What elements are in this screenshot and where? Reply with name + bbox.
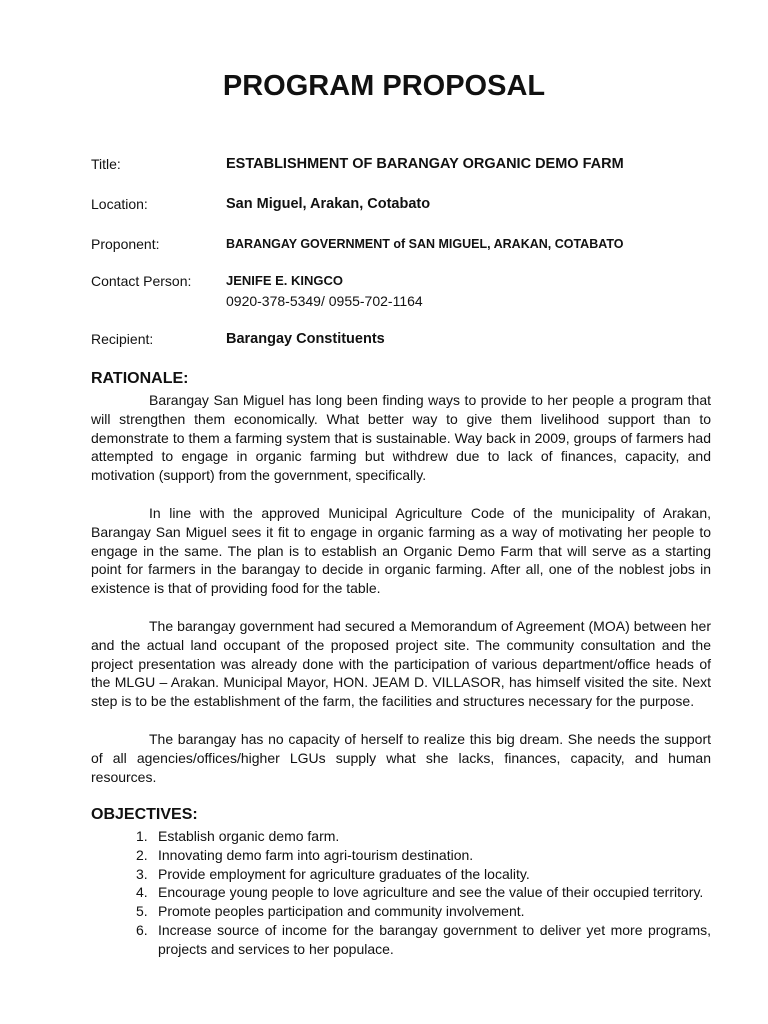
list-item (91, 846, 711, 865)
contact-phone: 0920-378-5349/ 0955-702-1164 (226, 293, 423, 309)
objectives-heading: OBJECTIVES: (91, 806, 198, 823)
list-item-number: 1. (136, 828, 148, 844)
list-item (91, 921, 711, 959)
list-item-text: Promote peoples participation and community involvement. (158, 903, 525, 920)
list-item-number: 4. (136, 884, 148, 901)
list-item (91, 883, 711, 902)
list-item-text: Provide employment for agriculture graduates of the locality. (158, 865, 530, 882)
title-value: ESTABLISHMENT OF BARANGAY ORGANIC DEMO FARM (226, 156, 624, 172)
contact-label: Contact Person: (91, 273, 192, 289)
list-item-text: Increase source of income for the barangay government to deliver yet more programs, projects and services to her populace. (158, 921, 711, 957)
list-item (91, 827, 711, 846)
title-label: Title: (91, 156, 121, 172)
list-item-number: 3. (136, 865, 148, 882)
list-item (91, 902, 711, 921)
rationale-paragraph-2: In line with the approved Municipal Agriculture Code of the municipality of Arakan, Barangay San Miguel sees it fit to engage in organic farming as a way of motivating her people to engage in the same. The plan is to establish an Organic Demo Farm that will serve as a starting point for farmers in the barangay to decide in organic farming. After all, one of the noblest jobs in existence is that of providing food for the table. (91, 505, 711, 597)
proponent-value: BARANGAY GOVERNMENT of SAN MIGUEL, ARAKAN, COTABATO (226, 237, 624, 251)
objectives-list (91, 827, 711, 959)
list-item-number: 5. (136, 903, 148, 920)
list-item-text: Innovating demo farm into agri-tourism destination. (158, 846, 474, 863)
list-item (91, 865, 711, 884)
rationale-paragraph-3: The barangay government had secured a Memorandum of Agreement (MOA) between her and the actual land occupant of the proposed project site. The community consultation and the project presentation was already done with the participation of various department/office heads of the MLGU – Arakan. Municipal Mayor, HON. JEAM D. VILLASOR, has himself visited the site. Next step is to be the establishment of the farm, the facilities and structures necessary for the purpose. (91, 618, 711, 710)
list-item-text: Encourage young people to love agriculture and see the value of their occupied territory. (158, 884, 704, 901)
location-value: San Miguel, Arakan, Cotabato (226, 196, 431, 212)
rationale-paragraph-1: Barangay San Miguel has long been finding ways to provide to her people a program that will strengthen them economically. What better way to give them livelihood support than to demonstrate to them a farming system that is sustainable. Way back in 2009, groups of farmers had attempted to engage in organic farming but withdrew due to lack of finances, capacity, and motivation (support) from the government, specifically. (91, 392, 711, 484)
list-item-number: 6. (136, 921, 148, 938)
recipient-value: Barangay Constituents (226, 331, 385, 347)
rationale-heading: RATIONALE: (91, 370, 189, 387)
list-item-number: 2. (136, 846, 148, 863)
proponent-label: Proponent: (91, 236, 160, 252)
contact-name: JENIFE E. KINGCO (226, 273, 344, 288)
recipient-label: Recipient: (91, 331, 154, 347)
rationale-paragraph-4: The barangay has no capacity of herself to realize this big dream. She needs the support of all agencies/offices/higher LGUs supply what she lacks, finances, capacity, and human resources. (91, 731, 711, 785)
location-label: Location: (91, 196, 148, 212)
document-title: PROGRAM PROPOSAL (222, 70, 546, 102)
list-item-text: Establish organic demo farm. (158, 828, 340, 844)
